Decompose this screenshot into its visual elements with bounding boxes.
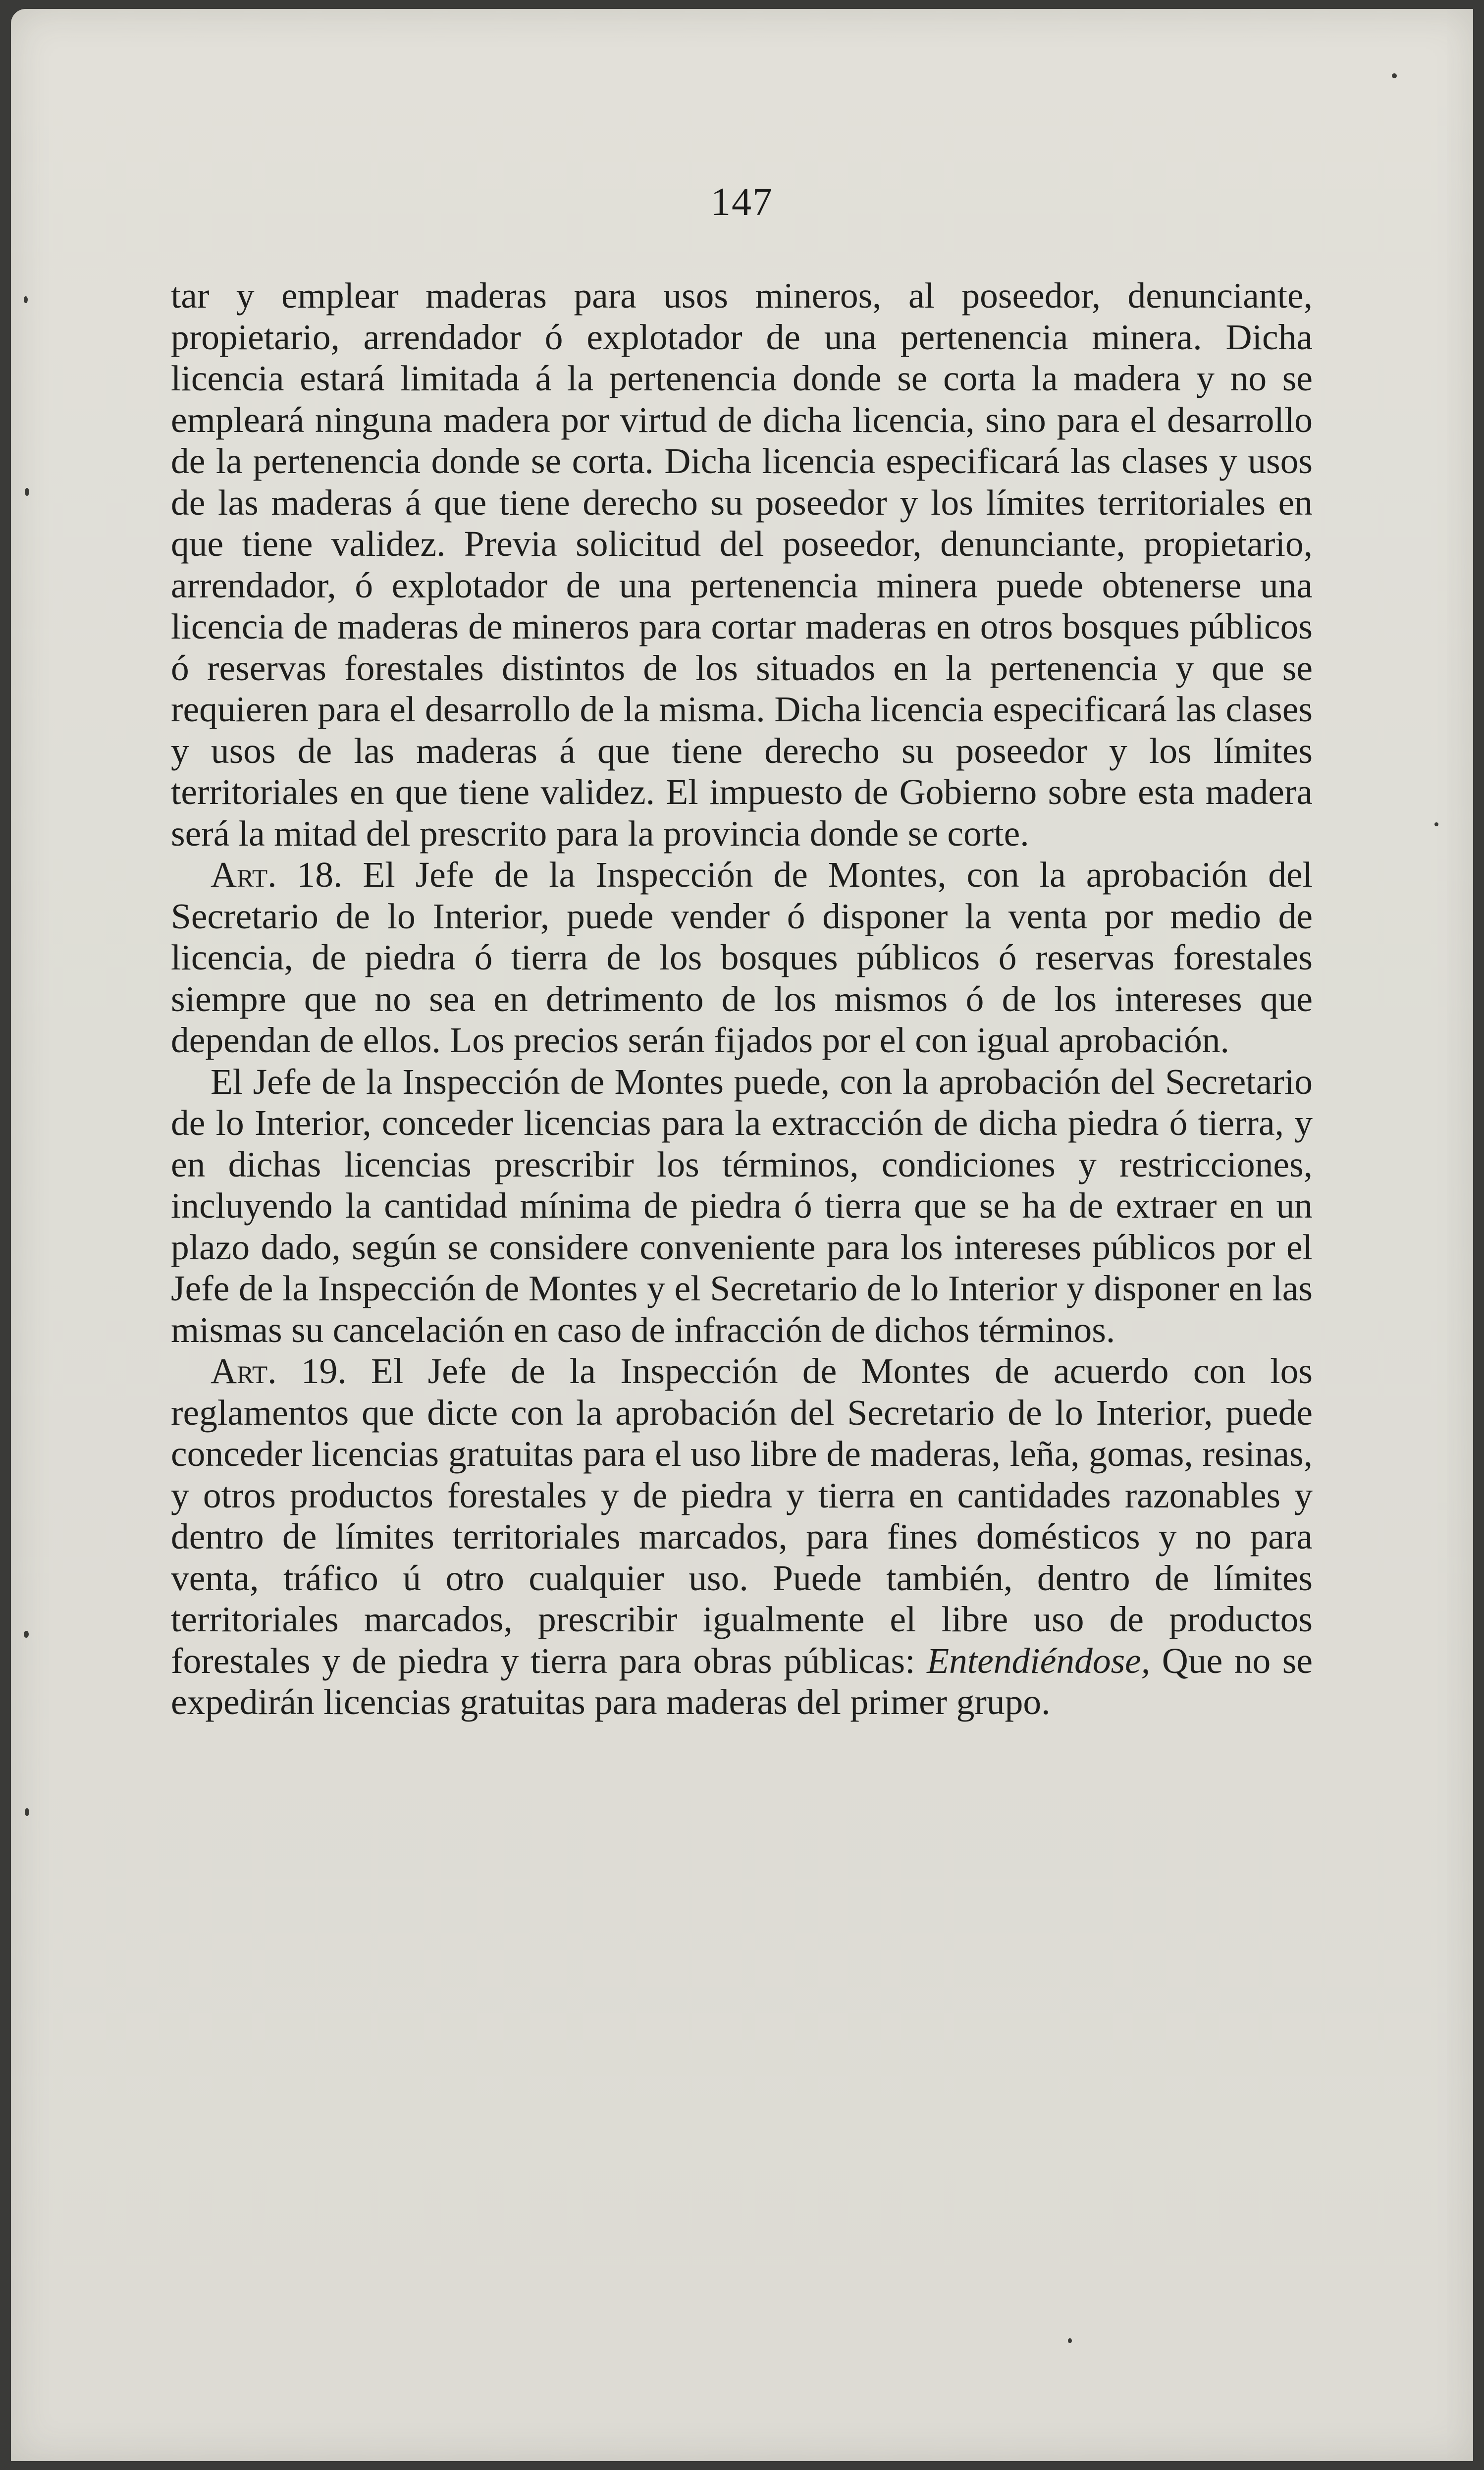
- paragraph-text: Que no se expedirán licencias gratuitas para maderas del primer grupo.: [171, 1640, 1313, 1722]
- margin-speck: [24, 296, 28, 303]
- emphasis-text: Entendiéndose,: [927, 1640, 1151, 1681]
- paragraph-continuation: [171, 275, 1313, 854]
- article-label: Art. 18.: [211, 855, 343, 895]
- paragraph-text: El Jefe de la Inspección de Montes, con la aprobación del Secretario de lo Interior, puede vender ó disponer la venta por medio de licencia, de piedra ó tierra de los bosques públicos ó reservas forestales siempre que no sea en detrimento de los mismos ó de los intereses que dependan de ellos. Los precios serán fijados por el con igual aprobación.: [171, 855, 1313, 1060]
- margin-speck: [25, 488, 29, 496]
- page-number: 147: [711, 180, 773, 224]
- paragraph-art-19: [171, 1350, 1313, 1723]
- paragraph-licencias: [171, 1061, 1313, 1351]
- body-text: [171, 275, 1313, 1723]
- margin-speck: [1068, 2338, 1072, 2343]
- margin-speck: [25, 1808, 29, 1816]
- margin-speck: [1434, 822, 1438, 826]
- paragraph-text: El Jefe de la Inspección de Montes de acuerdo con los reglamentos que dicte con la aprobación del Secretario de lo Interior, puede conceder licencias gratuitas para el uso libre de maderas, leña, gomas, resinas, y otros productos forestales y de piedra y tierra en cantidades razonables y dentro de límites territoriales marcados, para fines domésticos y no para venta, tráfico ú otro cualquier uso. Puede también, dentro de límites territoriales marcados, prescribir igualmente el libre uso de productos forestales y de piedra y tierra para obras públicas:: [171, 1351, 1313, 1681]
- paragraph-text: tar y emplear maderas para usos mineros, al poseedor, denunciante, propietario, arrendador ó explotador de una pertenencia minera. Dicha licencia estará limitada á la pertenencia donde se corta la madera y no se empleará ninguna madera por virtud de dicha licencia, sino para el desarrollo de la pertenencia donde se corta. Dicha licencia especificará las clases y usos de las maderas á que tiene derecho su poseedor y los límites territoriales en que tiene validez. Previa solicitud del poseedor, denunciante, propietario, arrendador, ó explotador de una pertenencia minera puede obtenerse una licencia de maderas de mineros para cortar maderas en otros bosques públicos ó reservas forestales distintos de los situados en la pertenencia y que se requieren para el desarrollo de la misma. Dicha licencia especificará las clases y usos de las maderas á que tiene derecho su poseedor y los límites territoriales en que tiene validez. El impuesto de Gobierno sobre esta madera será la mitad del prescrito para la provincia donde se corte.: [171, 275, 1313, 854]
- paragraph-art-18: [171, 854, 1313, 1061]
- margin-speck: [1392, 73, 1397, 78]
- article-label: Art. 19.: [211, 1351, 347, 1391]
- paragraph-text: El Jefe de la Inspección de Montes puede, con la aprobación del Secretario de lo Interior, conceder licencias para la extracción de dicha piedra ó tierra, y en dichas licencias prescribir los términos, condiciones y restricciones, incluyendo la cantidad mínima de piedra ó tierra que se ha de extraer en un plazo dado, según se considere conveniente para los intereses públicos por el Jefe de la Inspección de Montes y el Secretario de lo Interior y disponer en las mismas su cancelación en caso de infracción de dichos términos.: [171, 1061, 1313, 1350]
- margin-speck: [24, 1631, 29, 1638]
